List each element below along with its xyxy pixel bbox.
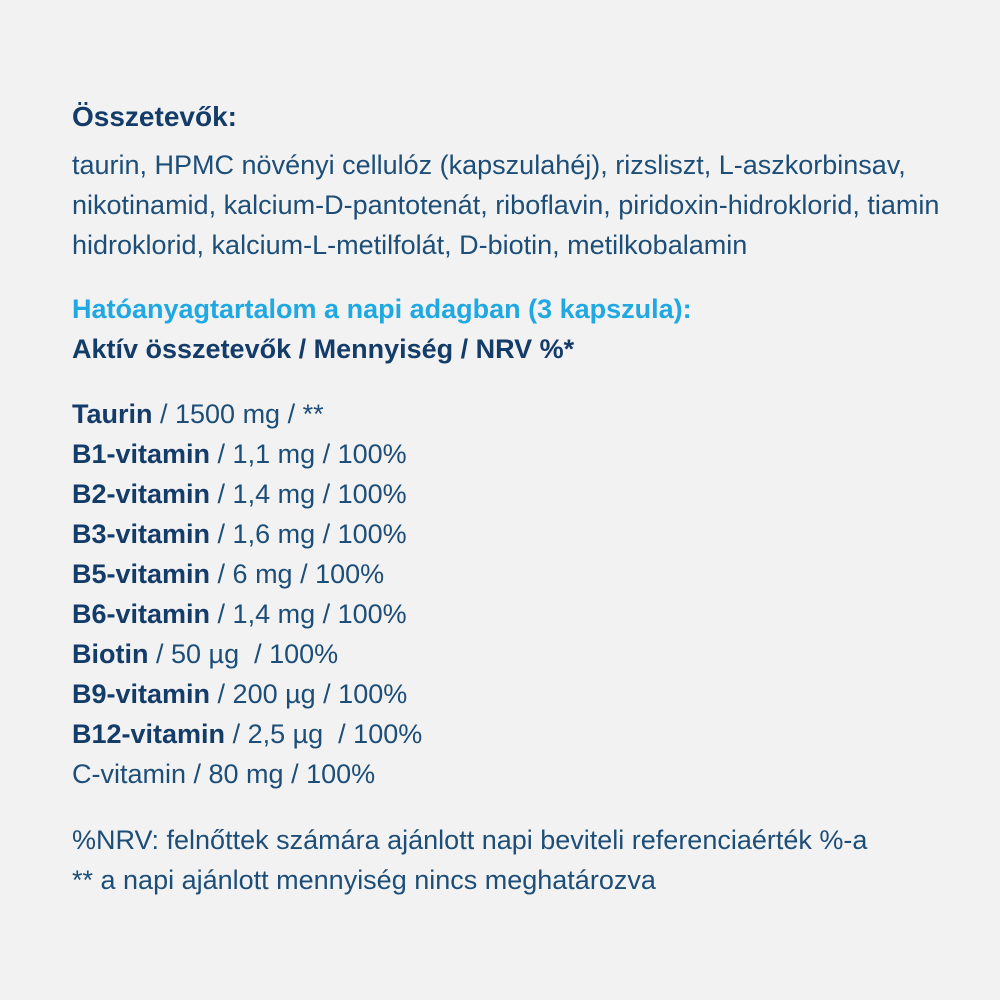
active-ingredient-amount: / 80 mg / 100% [186, 759, 376, 789]
active-ingredient-row [72, 754, 940, 794]
active-ingredient-row [72, 434, 940, 474]
active-ingredient-name: B9-vitamin [72, 679, 211, 709]
active-ingredient-amount: / 1500 mg / ** [152, 399, 324, 429]
active-ingredient-row [72, 394, 940, 434]
asterisk-footnote: ** a napi ajánlott mennyiség nincs meghatározva [72, 865, 656, 895]
active-ingredient-amount: / 1,4 mg / 100% [210, 479, 407, 509]
active-ingredient-amount: / 6 mg / 100% [210, 559, 385, 589]
active-ingredient-amount: / 200 µg / 100% [210, 679, 408, 709]
active-ingredient-name: C-vitamin [72, 759, 187, 789]
active-ingredient-name: B1-vitamin [72, 439, 211, 469]
active-ingredient-amount: / 50 µg / 100% [148, 639, 339, 669]
active-ingredient-amount: / 1,1 mg / 100% [210, 439, 407, 469]
active-ingredient-name: B12-vitamin [72, 719, 226, 749]
ingredients-line: nikotinamid, kalcium-D-pantotenát, riboflavin, piridoxin-hidroklorid, tiamin [72, 190, 940, 220]
active-ingredient-name: B3-vitamin [72, 519, 211, 549]
ingredients-heading: Összetevők: [72, 101, 237, 132]
active-ingredient-name: B5-vitamin [72, 559, 211, 589]
active-ingredient-row [72, 714, 940, 754]
nrv-footnote: %NRV: felnőttek számára ajánlott napi beviteli referenciaérték %-a [72, 825, 868, 855]
footnotes [72, 820, 940, 900]
actives-subheading: Aktív összetevők / Mennyiség / NRV %* [72, 334, 575, 364]
active-ingredient-row [72, 634, 940, 674]
active-ingredient-row [72, 474, 940, 514]
active-ingredient-name: B6-vitamin [72, 599, 211, 629]
actives-heading: Hatóanyagtartalom a napi adagban (3 kapszula): [72, 294, 692, 324]
ingredients-line: hidroklorid, kalcium-L-metilfolát, D-biotin, metilkobalamin [72, 230, 748, 260]
active-ingredient-row [72, 674, 940, 714]
actives-list [72, 394, 940, 794]
ingredients-line: taurin, HPMC növényi cellulóz (kapszulahéj), rizsliszt, L-aszkorbinsav, [72, 150, 906, 180]
active-ingredient-amount: / 1,4 mg / 100% [210, 599, 407, 629]
active-ingredient-amount: / 1,6 mg / 100% [210, 519, 407, 549]
active-ingredient-row [72, 594, 940, 634]
active-ingredient-name: Taurin [72, 399, 153, 429]
active-ingredient-amount: / 2,5 µg / 100% [225, 719, 423, 749]
active-ingredient-row [72, 514, 940, 554]
ingredients-body [72, 145, 940, 265]
active-ingredient-row [72, 554, 940, 594]
active-ingredient-name: Biotin [72, 639, 149, 669]
active-ingredient-name: B2-vitamin [72, 479, 211, 509]
